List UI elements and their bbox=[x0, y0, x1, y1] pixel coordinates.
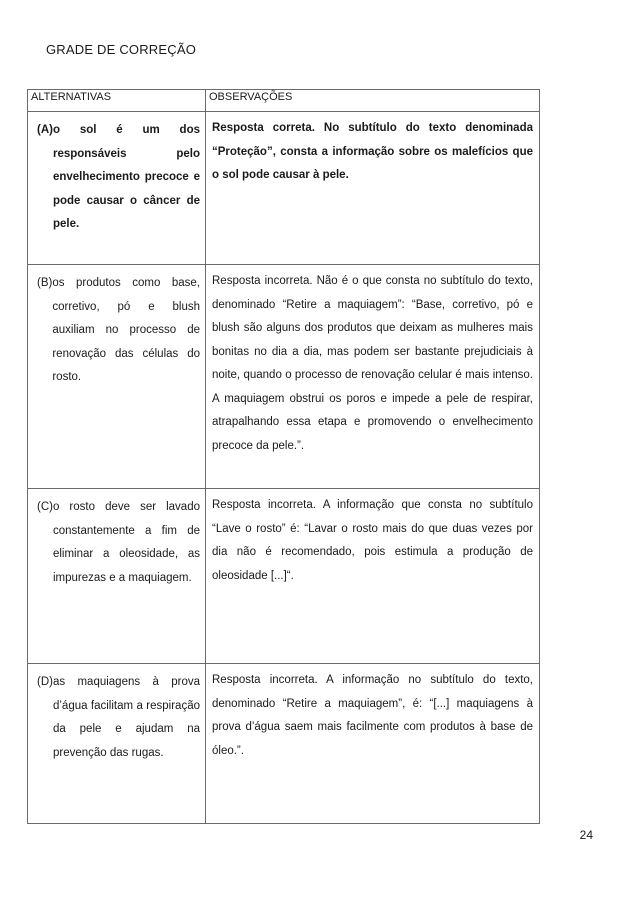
alternative-text: os produtos como base, corretivo, pó e blush auxiliam no processo de renovação das células do rosto. bbox=[52, 277, 200, 383]
observation-cell bbox=[206, 664, 540, 824]
alternative-cell bbox=[28, 265, 206, 489]
table-row bbox=[28, 112, 540, 265]
observation-text: Resposta incorreta. A informação no subtítulo do texto, denominado “Retire a maquiagem”, é: “[...] maquiagens à prova d’água saem mais facilmente com produtos à base de óleo.”. bbox=[212, 674, 533, 757]
table-row bbox=[28, 664, 540, 824]
observation-text: Resposta incorreta. A informação que consta no subtítulo “Lave o rosto” é: “Lavar o rosto mais do que duas vezes por dia não é recomendado, pois estimula a produção de oleosidade [...]“. bbox=[212, 499, 533, 582]
alternative-text: o sol é um dos responsáveis pelo envelhecimento precoce e pode causar o câncer de pele. bbox=[52, 124, 200, 230]
table-row bbox=[28, 265, 540, 489]
observation-text: Resposta correta. No subtítulo do texto denominada “Proteção”, consta a informação sobre os malefícios que o sol pode causar à pele. bbox=[212, 122, 533, 181]
alternative-cell bbox=[28, 112, 206, 265]
correction-grid-table bbox=[27, 89, 540, 824]
alternative-letter: (C) bbox=[37, 501, 53, 513]
observation-cell bbox=[206, 112, 540, 265]
page-title: GRADE DE CORREÇÃO bbox=[46, 42, 197, 57]
alternative-text: o rosto deve ser lavado constantemente a fim de eliminar a oleosidade, as impurezas e a maquiagem. bbox=[52, 501, 200, 584]
page-number: 24 bbox=[579, 828, 593, 842]
alternative-letter: (D) bbox=[37, 676, 53, 688]
alternative-letter: (A) bbox=[37, 124, 53, 136]
alternative-cell bbox=[28, 489, 206, 664]
header-observacoes: OBSERVAÇÕES bbox=[206, 90, 540, 112]
table-row bbox=[28, 489, 540, 664]
alternative-text: as maquiagens à prova d’água facilitam a respiração da pele e ajudam na prevenção das rugas. bbox=[52, 676, 200, 759]
observation-cell bbox=[206, 489, 540, 664]
alternative-letter: (B) bbox=[37, 277, 53, 289]
observation-cell bbox=[206, 265, 540, 489]
observation-text: Resposta incorreta. Não é o que consta no subtítulo do texto, denominado “Retire a maquiagem”: “Base, corretivo, pó e blush são alguns dos produtos que deixam as mulheres mais bonitas no dia a dia, mas podem ser bastante prejudiciais à noite, quando o processo de renovação celular é mais intenso. A maquiagem obstrui os poros e impede a pele de respirar, atrapalhando essa etapa e promovendo o envelhecimento precoce da pele.”. bbox=[212, 275, 533, 452]
table-header-row bbox=[28, 90, 540, 112]
alternative-cell bbox=[28, 664, 206, 824]
header-alternativas: ALTERNATIVAS bbox=[28, 90, 206, 112]
